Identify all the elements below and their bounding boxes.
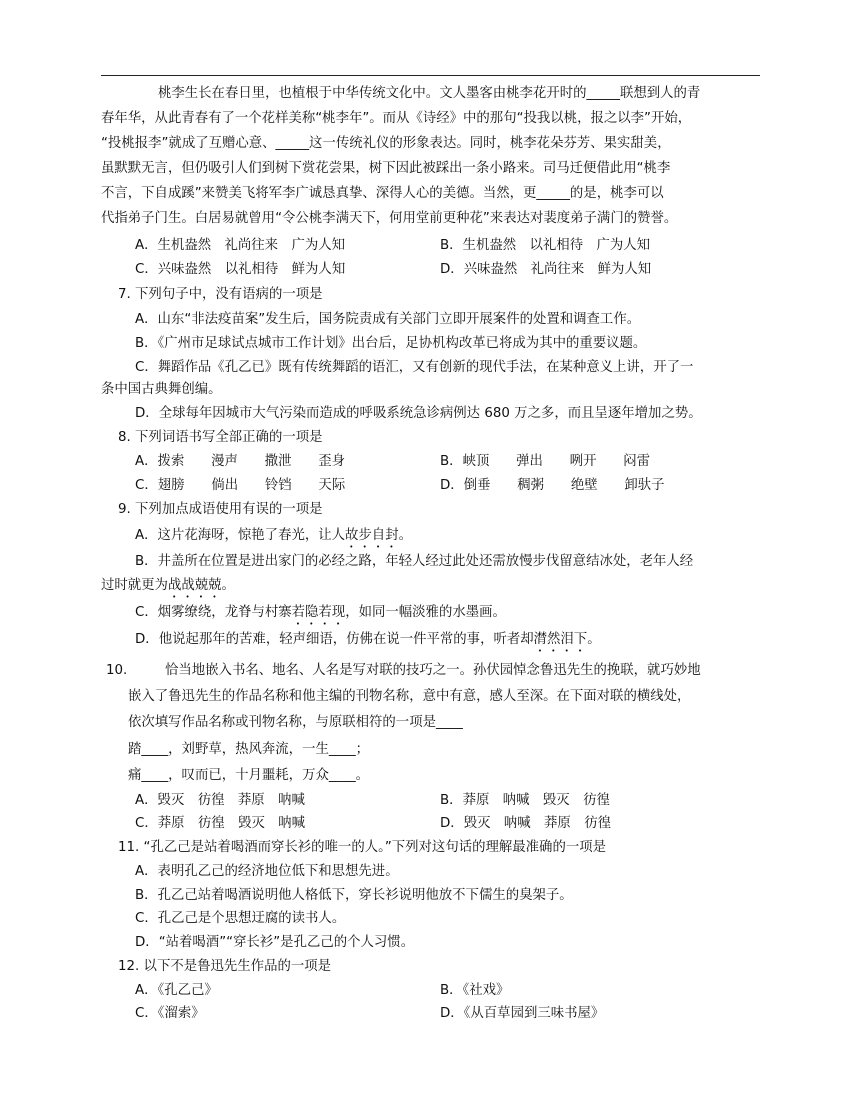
q11-option-d: D．“站着喝酒”“穿长衫”是孔乙己的个人习惯。 bbox=[135, 935, 415, 950]
q9-option-a-dotted-idiom: 故步自封 bbox=[345, 528, 399, 543]
q9-option-d-end: 。 bbox=[587, 632, 601, 647]
q8-option-a: A．拨索 漫声 撒泄 歪身 bbox=[135, 454, 346, 469]
q9-option-d bbox=[135, 631, 601, 655]
q7-option-b: B．《广州市足球试点城市工作计划》出台后，足协机构改革已将成为其中的重要议题。 bbox=[135, 336, 647, 351]
q6-option-b: B．生机盎然 以礼相待 广为人知 bbox=[440, 238, 651, 253]
q9-option-b: B．井盖所在位置是进出家门的必经之路，年轻人经过此处还需放慢步伐留意结冰处，老年人经 bbox=[135, 554, 694, 569]
q7-option-d: D．全球每年因城市大气污染而造成的呼吸系统急诊病例达 680 万之多，而且呈逐年增加之势。 bbox=[135, 406, 702, 421]
q7-option-c: C．舞蹈作品《孔乙已》既有传统舞蹈的语汇，又有创新的现代手法，在某种意义上讲，开了一 bbox=[135, 360, 694, 375]
q11-option-c: C．孔乙己是个思想迂腐的读书人。 bbox=[135, 911, 346, 926]
passage-line-2: 春年华，从此青春有了一个花样美称“桃李年”。而从《诗经》中的那句“投我以桃，报之以李”开始， bbox=[101, 111, 692, 126]
q8-stem: 8. 下列词语书写全部正确的一项是 bbox=[118, 430, 323, 445]
q12-option-a: A．《孔乙己》 bbox=[135, 983, 218, 998]
q10-option-b: B．莽原 呐喊 毁灭 彷徨 bbox=[440, 793, 610, 808]
q12-option-c: C．《溜索》 bbox=[135, 1006, 205, 1021]
q9-stem: 9. 下列加点成语使用有误的一项是 bbox=[118, 502, 323, 517]
q6-option-c: C．兴味盎然 以礼相待 鲜为人知 bbox=[135, 262, 346, 277]
q10-number: 10. bbox=[106, 663, 128, 678]
passage-line-6: 代指弟子门生。白居易就曾用“令公桃李满天下，何用堂前更种花”来表达对裴度弟子满门的赞誉。 bbox=[101, 211, 678, 226]
q6-option-d: D．兴味盎然 礼尚往来 鲜为人知 bbox=[440, 262, 652, 277]
q9-option-a-end: 。 bbox=[398, 528, 412, 543]
q9-option-b-end: 。 bbox=[221, 578, 235, 593]
q11-option-b: B．孔乙己站着喝酒说明他人格低下，穿长衫说明他放不下儒生的臭架子。 bbox=[135, 888, 573, 903]
q10-couplet-1: 踏____，刘野草，热风奔流，一生____； bbox=[128, 742, 370, 757]
q12-option-d: D．《从百草园到三味书屋》 bbox=[440, 1006, 605, 1021]
passage-line-5: 不言，下自成蹊”来赞美飞将军李广诚恳真挚、深得人心的美德。当然，更_____的是，桃李可以 bbox=[101, 186, 664, 201]
q9-option-b-dotted-idiom: 战战兢兢 bbox=[167, 578, 222, 593]
q10-line-1: 恰当地嵌入书名、地名、人名是写对联的技巧之一。孙伏园悼念鲁迅先生的挽联，就巧妙地 bbox=[165, 663, 701, 678]
q9-option-c-dotted-idiom: 若隐若现 bbox=[291, 605, 346, 620]
passage-line-1: 桃李生长在春日里，也植根于中华传统文化中。文人墨客由桃李花开时的_____联想到人的青 bbox=[158, 86, 701, 101]
q10-option-a: A．毁灭 彷徨 莽原 呐喊 bbox=[135, 793, 305, 808]
q9-option-b-cont bbox=[101, 577, 235, 601]
q10-option-d: D．毁灭 呐喊 莽原 彷徨 bbox=[440, 816, 611, 831]
q10-line-2: 嵌入了鲁迅先生的作品名称和他主编的刊物名称，意中有意，感人至深。在下面对联的横线处， bbox=[128, 689, 691, 704]
q6-option-a: A．生机盎然 礼尚往来 广为人知 bbox=[135, 238, 346, 253]
q7-option-c-cont: 条中国古典舞创编。 bbox=[101, 382, 222, 397]
q9-option-d-dotted-idiom: 潸然泪下 bbox=[533, 632, 588, 647]
q9-option-b-text: 过时就更为 bbox=[101, 578, 168, 593]
q9-option-a-text: A．这片花海呀，惊艳了春光，让人 bbox=[135, 528, 346, 543]
q10-couplet-2: 痛____，叹而已，十月噩耗，万众____。 bbox=[128, 768, 370, 783]
passage-line-4: 虽默默无言，但仍吸引人们到树下赏花尝果，树下因此被踩出一条小路来。司马迁便借此用“桃李 bbox=[101, 161, 671, 176]
q11-option-a: A．表明孔乙己的经济地位低下和思想先进。 bbox=[135, 864, 399, 879]
q7-stem: 7. 下列句子中，没有语病的一项是 bbox=[118, 287, 323, 302]
q12-stem: 12. 以下不是鲁迅先生作品的一项是 bbox=[118, 959, 332, 974]
q9-option-c-text: C．烟雾缭绕，龙脊与村寨 bbox=[135, 605, 292, 620]
q9-option-c-end: ，如同一幅淡雅的水墨画。 bbox=[345, 605, 506, 620]
q10-line-3: 依次填写作品名称或刊物名称，与原联相符的一项是____ bbox=[128, 715, 463, 730]
q12-option-b: B．《社戏》 bbox=[440, 983, 510, 998]
q7-option-a: A．山东“非法疫苗案”发生后，国务院责成有关部门立即开展案件的处置和调查工作。 bbox=[135, 312, 641, 327]
q8-option-b: B．峡顶 弹出 咧开 闷雷 bbox=[440, 454, 651, 469]
q10-option-c: C．莽原 彷徨 毁灭 呐喊 bbox=[135, 816, 306, 831]
q9-option-a bbox=[135, 527, 412, 551]
q11-stem: 11. “孔乙己是站着喝酒而穿长衫的唯一的人。”下列对这句话的理解最准确的一项是 bbox=[118, 840, 607, 855]
q8-option-d: D．倒垂 稠粥 绝壁 卸驮子 bbox=[440, 478, 665, 493]
passage-line-3: “投桃报李”就成了互赠心意、_____这一传统礼仪的形象表达。同时，桃李花朵芬芳、果实甜美， bbox=[101, 136, 671, 151]
top-rule bbox=[101, 75, 760, 76]
q9-option-c bbox=[135, 604, 506, 628]
q8-option-c: C．翅膀 倘出 铃铛 天际 bbox=[135, 478, 346, 493]
q9-option-d-text: D．他说起那年的苦难，轻声细语，仿佛在说一件平常的事，听者却 bbox=[135, 632, 534, 647]
